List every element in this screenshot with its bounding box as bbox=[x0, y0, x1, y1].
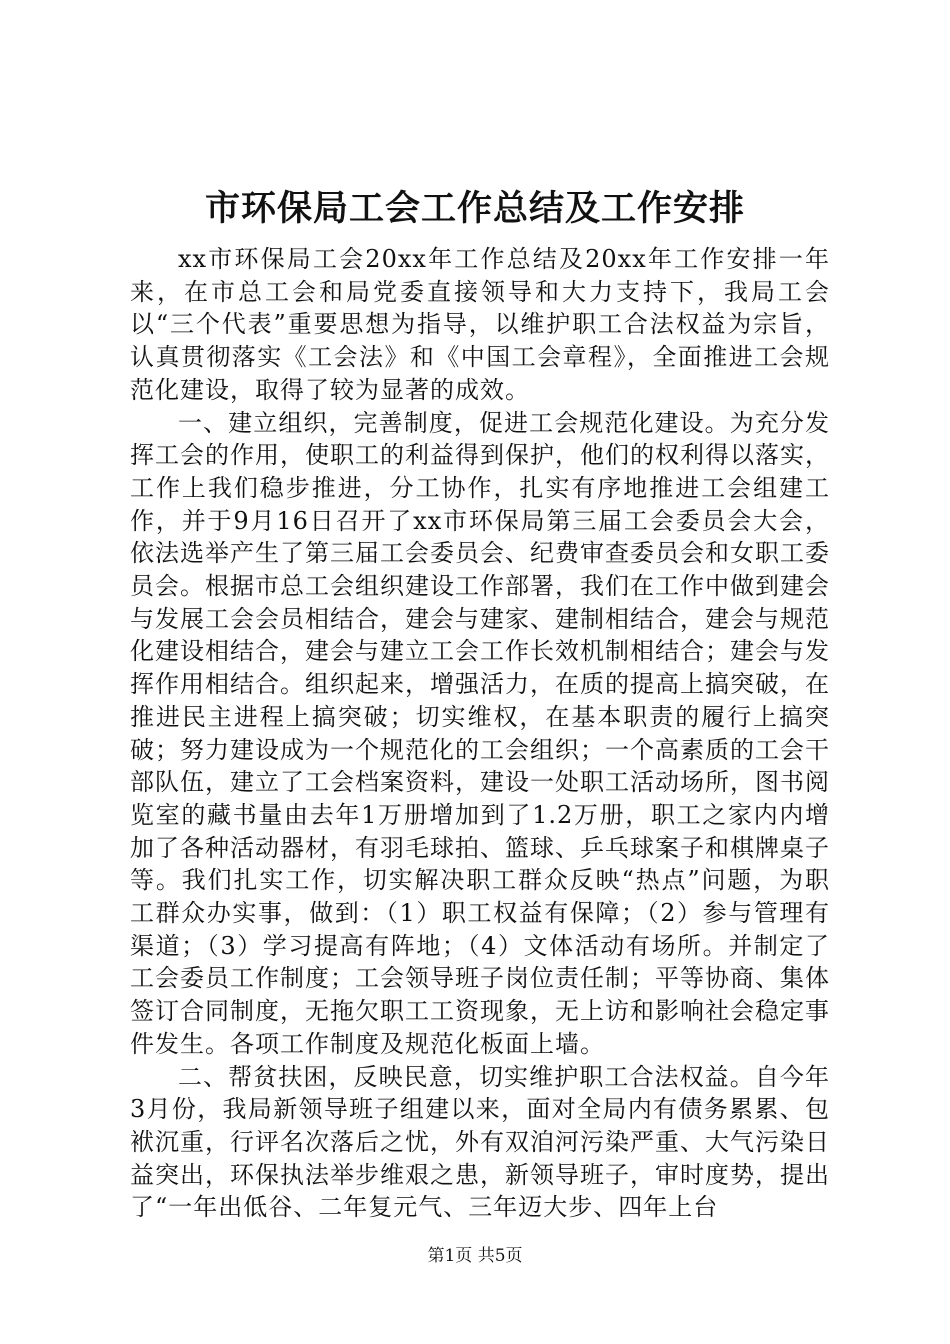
paragraph-section-2: 二、帮贫扶困，反映民意，切实维护职工合法权益。自今年3月份，我局新领导班子组建以来，面对全局内有债务累累、包袱沉重，行评名次落后之忧，外有双洎河污染严重、大气污染日益突出，环保执法举步维艰之患，新领导班子，审时度势，提出了“一年出低谷、二年复元气、三年迈大步、四年上台 bbox=[130, 1062, 830, 1222]
document-title: 市环保局工会工作总结及工作安排 bbox=[204, 188, 745, 229]
paragraph-section-1: 一、建立组织，完善制度，促进工会规范化建设。为充分发挥工会的作用，使职工的利益得到保护，他们的权利得以落实，工作上我们稳步推进，分工协作，扎实有序地推进工会组建工作，并于9月16日召开了xx市环保局第三届工会委员会大会，依法选举产生了第三届工会委员会、纪费审查委员会和女职工委员会。根据市总工会组织建设工作部署，我们在工作中做到建会与发展工会会员相结合，建会与建家、建制相结合，建会与规范化建设相结合，建会与建立工会工作长效机制相结合；建会与发挥作用相结合。组织起来，增强活力，在质的提高上搞突破，在推进民主进程上搞突破；切实维权，在基本职责的履行上搞突破；努力建设成为一个规范化的工会组织；一个高素质的工会干部队伍，建立了工会档案资料，建设一处职工活动场所，图书阅览室的藏书量由去年1万册增加到了1.2万册，职工之家内内增加了各种活动器材，有羽毛球拍、篮球、乒乓球案子和棋牌桌子等。我们扎实工作，切实解决职工群众反映“热点”问题，为职工群众办实事，做到：（1）职工权益有保障；（2）参与管理有渠道；（3）学习提高有阵地；（4）文体活动有场所。并制定了工会委员工作制度；工会领导班子岗位责任制；平等协商、集体签订合同制度，无拖欠职工工资现象，无上访和影响社会稳定事件发生。各项工作制度及规范化板面上墙。 bbox=[130, 408, 830, 1058]
page-number: 第1页 共5页 bbox=[427, 1246, 523, 1266]
paragraph-intro: xx市环保局工会20xx年工作总结及20xx年工作安排一年来，在市总工会和局党委直接领导和大力支持下，我局工会以“三个代表”重要思想为指导，以维护职工合法权益为宗旨，认真贯彻落实《工会法》和《中国工会章程》，全面推进工会规范化建设，取得了较为显著的成效。 bbox=[130, 245, 830, 404]
document-body bbox=[130, 243, 830, 1224]
